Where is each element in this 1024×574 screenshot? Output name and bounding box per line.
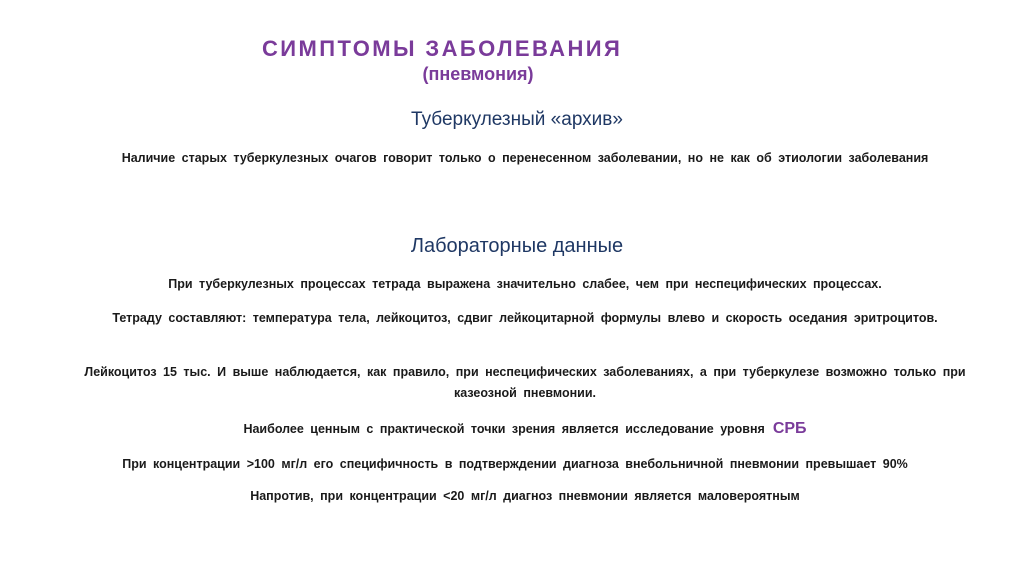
- slide-title: СИМПТОМЫ ЗАБОЛЕВАНИЯ: [262, 36, 623, 61]
- section-heading-tuberculous-archive: Туберкулезный «архив»: [411, 109, 623, 130]
- crp-accent-label: СРБ: [772, 420, 807, 437]
- paragraph-crp-high: При концентрации >100 мг/л его специфичность в подтверждении диагноза внебольничной пневмонии превышает 90%: [122, 457, 908, 471]
- slide-subtitle: (пневмония): [422, 64, 534, 84]
- paragraph-crp: [60, 418, 990, 440]
- paragraph-crp-text: Наиболее ценным с практической точки зрения является исследование уровня: [243, 422, 765, 436]
- paragraph-tetrad-components: Тетраду составляют: температура тела, лейкоцитоз, сдвиг лейкоцитарной формулы влево и скорость оседания эритроцитов.: [112, 311, 938, 325]
- paragraph-tetrad: При туберкулезных процессах тетрада выражена значительно слабее, чем при неспецифических процессах.: [168, 277, 882, 291]
- paragraph-crp-low: Напротив, при концентрации <20 мг/л диагноз пневмонии является маловероятным: [250, 489, 800, 503]
- paragraph-old-foci: Наличие старых туберкулезных очагов говорит только о перенесенном заболевании, но не как об этиологии заболевания: [121, 151, 929, 165]
- section-heading-lab-data: Лабораторные данные: [410, 235, 624, 257]
- paragraph-leukocytosis: Лейкоцитоз 15 тыс. И выше наблюдается, как правило, при неспецифических заболеваниях, а при туберкулезе возможно только при казеозной пневмонии.: [84, 365, 966, 400]
